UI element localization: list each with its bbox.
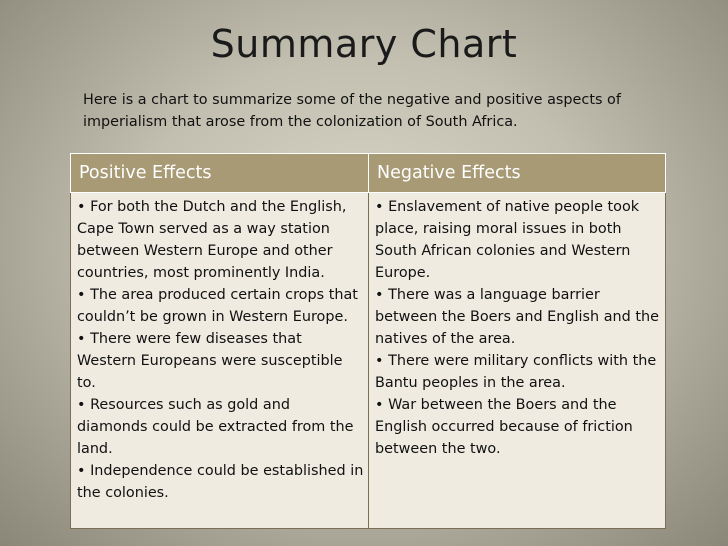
list-item: • There were few diseases that Western Europeans were susceptible to. bbox=[77, 331, 343, 391]
list-item: • For both the Dutch and the English, Cape Town served as a way station between Western Europe and other countries, most prominently India. bbox=[77, 199, 347, 281]
list-item: • Resources such as gold and diamonds could be extracted from the land. bbox=[77, 397, 354, 457]
list-item: • Enslavement of native people took place, raising moral issues in both South African colonies and Western Europe. bbox=[375, 199, 640, 281]
negative-effects-header: Negative Effects bbox=[369, 154, 666, 193]
list-item: • There were military conflicts with the Bantu peoples in the area. bbox=[375, 353, 657, 391]
list-item: • The area produced certain crops that couldn’t be grown in Western Europe. bbox=[77, 287, 358, 325]
slide-title: Summary Chart bbox=[210, 22, 518, 66]
positive-effects-header: Positive Effects bbox=[71, 154, 369, 193]
list-item: • War between the Boers and the English occurred because of friction between the two. bbox=[375, 397, 633, 457]
positive-effects-cell bbox=[71, 193, 369, 529]
table-row bbox=[71, 193, 666, 529]
table-header-row bbox=[71, 154, 666, 193]
list-item: • There was a language barrier between the Boers and English and the natives of the area. bbox=[375, 287, 659, 347]
list-item: • Independence could be established in the colonies. bbox=[77, 463, 364, 501]
intro-text: Here is a chart to summarize some of the negative and positive aspects of imperialism that arose from the colonization of South Africa. bbox=[83, 92, 621, 130]
negative-effects-cell bbox=[369, 193, 666, 529]
summary-table bbox=[70, 153, 666, 529]
